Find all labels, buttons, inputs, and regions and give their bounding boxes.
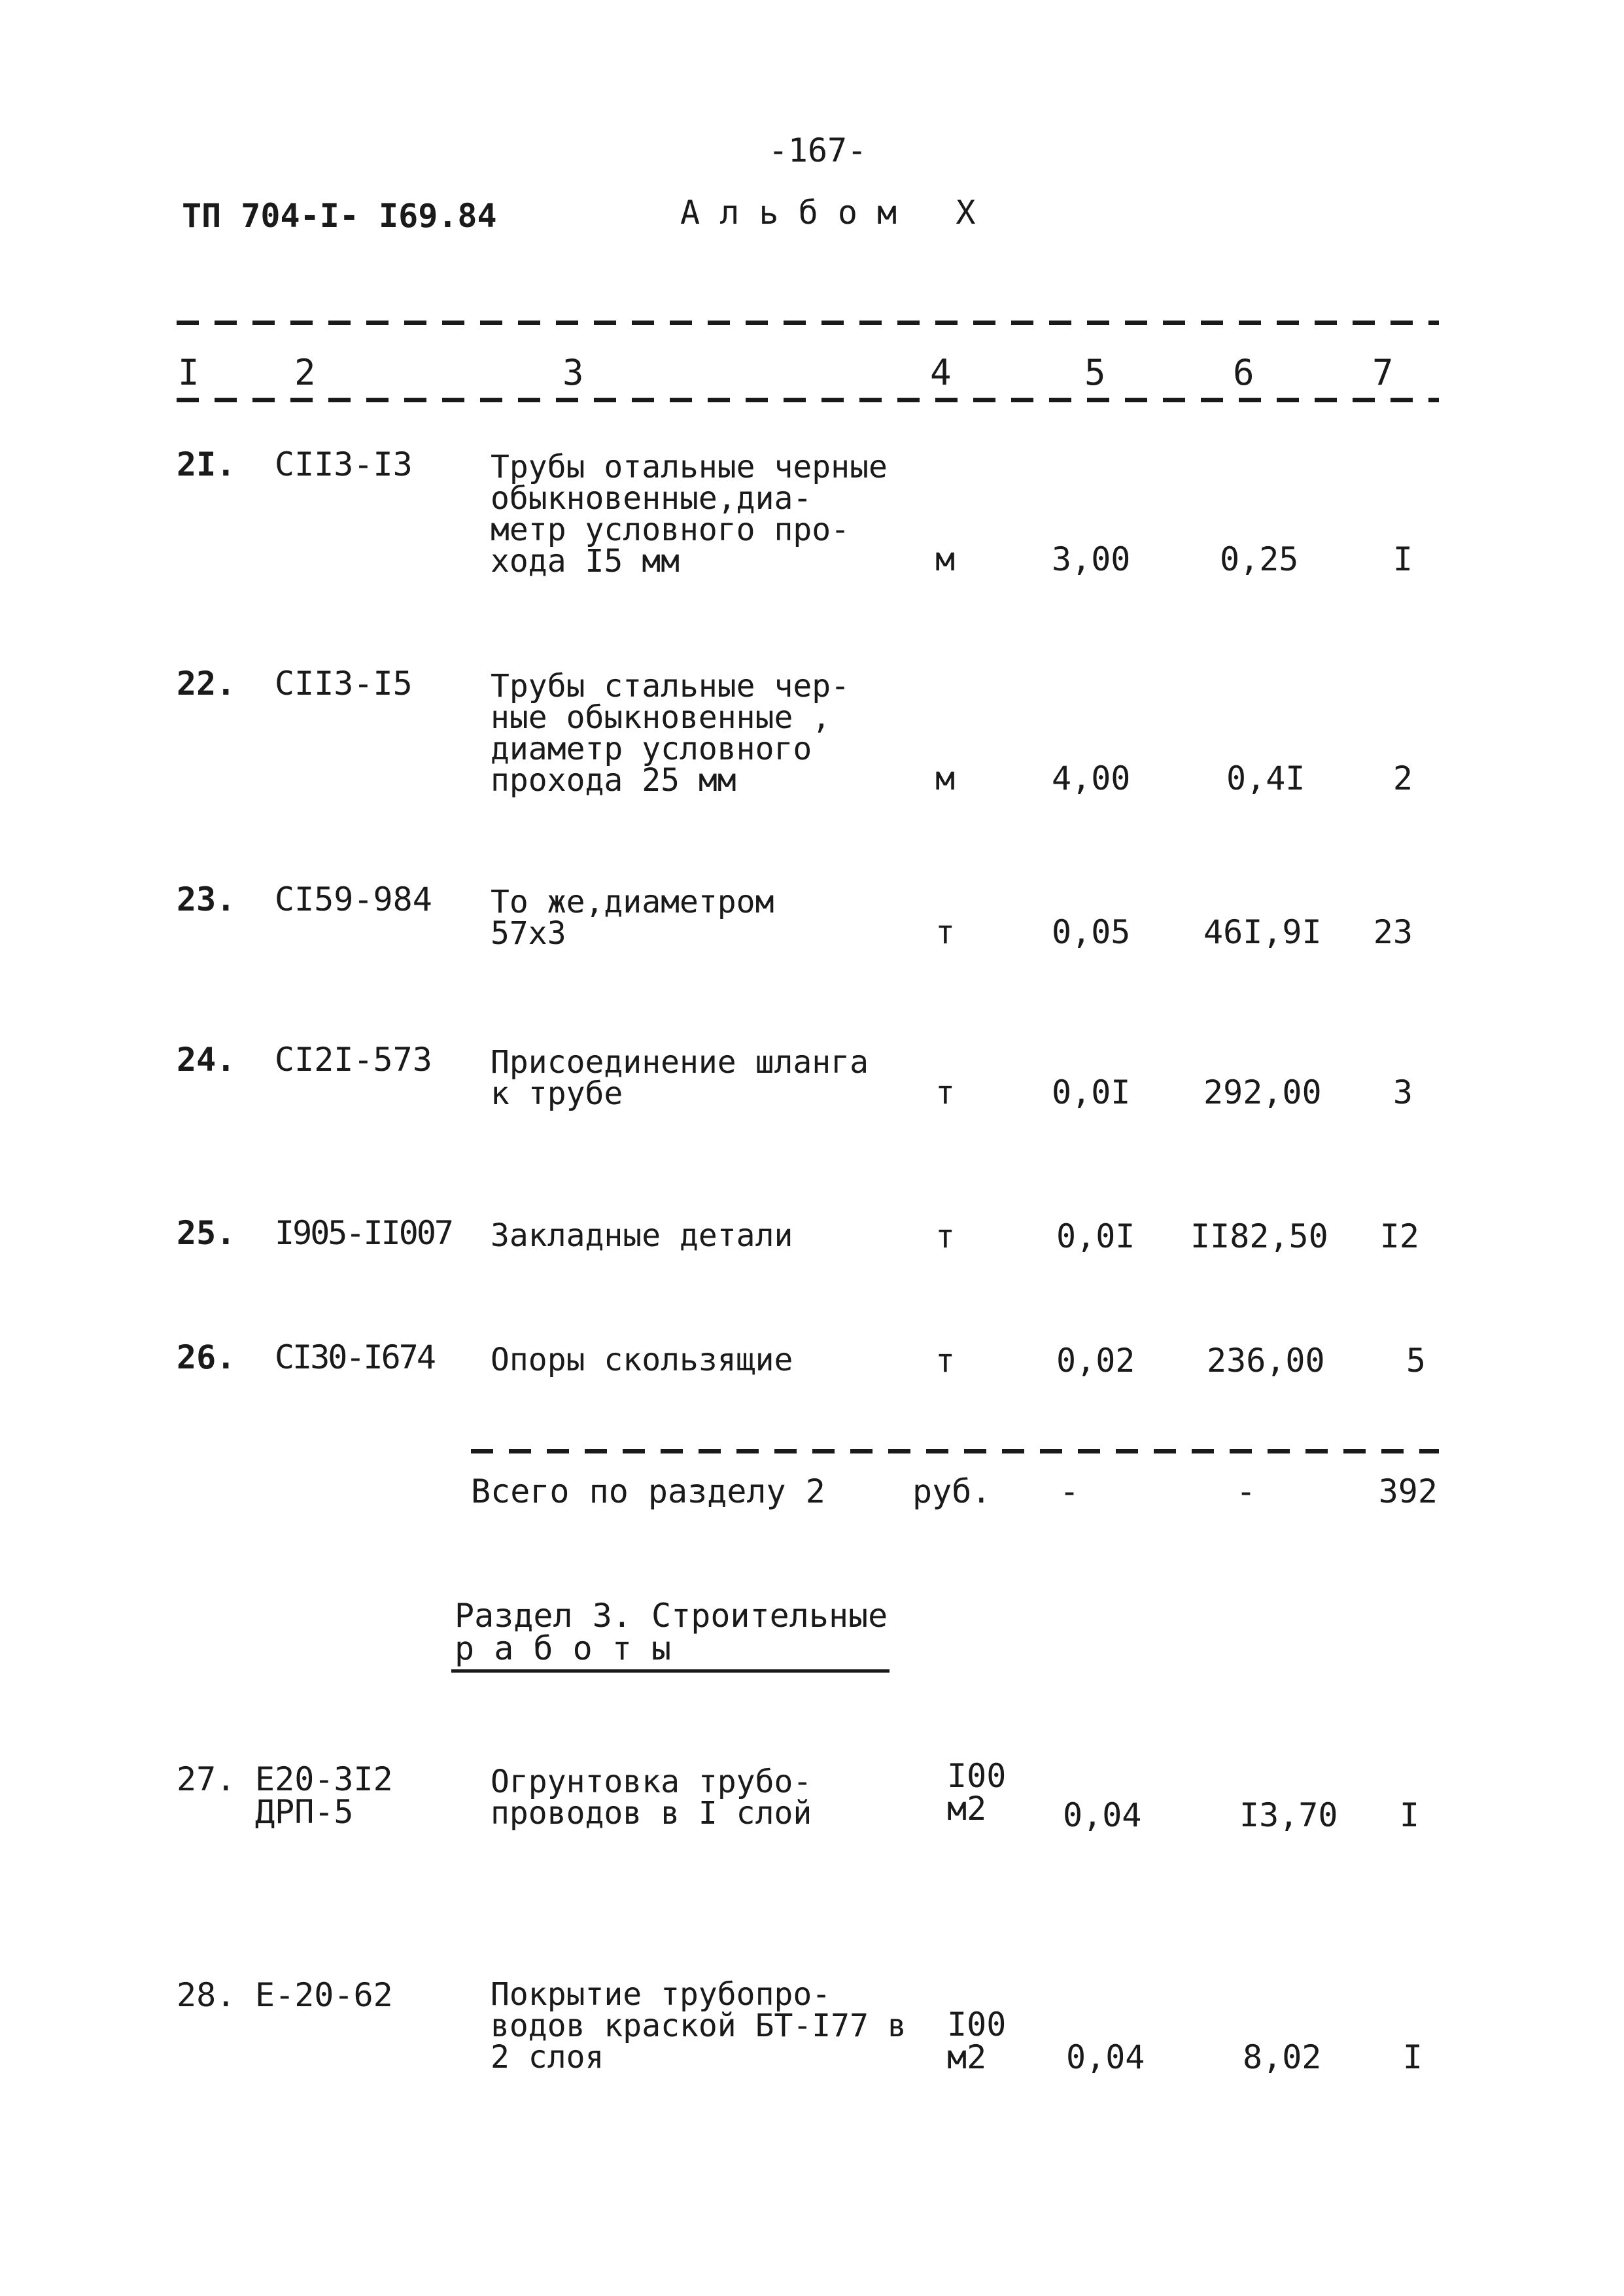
- row-21-unit: м: [935, 540, 956, 578]
- row-27-code: Е20-3I2 ДРП-5: [255, 1760, 393, 1831]
- header-rule-bottom: [177, 398, 1439, 402]
- row-27-number: 27.: [177, 1760, 236, 1798]
- row-28-code: Е-20-62: [255, 1976, 393, 2014]
- row-23-description: То же,диаметром 57х3: [491, 884, 774, 952]
- row-24-number: 24.: [177, 1041, 236, 1079]
- row-24-quantity: 0,0I: [1052, 1073, 1131, 1111]
- row-26-unit: т: [935, 1342, 956, 1380]
- row-27-unit: I00 м2: [947, 1757, 1007, 1828]
- row-22-price: 0,4I: [1226, 759, 1305, 797]
- row-26-price: 236,00: [1207, 1342, 1325, 1380]
- page-number: -167-: [768, 131, 867, 169]
- header-rule-top: [177, 321, 1439, 325]
- subtotal-total: 392: [1378, 1472, 1438, 1510]
- subtotal-rule: [471, 1449, 1439, 1453]
- row-23-quantity: 0,05: [1052, 913, 1131, 951]
- row-24-total: 3: [1392, 1073, 1413, 1111]
- row-21-description: Трубы отальные черные обыкновенные,диа- метр условного про- хода I5 мм: [491, 449, 888, 580]
- subtotal-label: Всего по разделу 2: [471, 1472, 825, 1510]
- row-21-number: 2I.: [177, 445, 236, 483]
- row-26-code: СI30-I674: [275, 1338, 434, 1376]
- row-24-unit: т: [935, 1073, 956, 1111]
- row-27-total: I: [1399, 1796, 1419, 1834]
- row-23-total: 23: [1373, 913, 1413, 951]
- row-28-price: 8,02: [1243, 2038, 1322, 2076]
- row-21-price: 0,25: [1220, 540, 1299, 578]
- row-26-quantity: 0,02: [1056, 1342, 1135, 1380]
- col-header-7: 7: [1372, 352, 1394, 393]
- col-header-1: I: [178, 352, 199, 393]
- col-header-5: 5: [1084, 352, 1106, 393]
- row-22-description: Трубы стальные чер- ные обыкновенные , диаметр условного прохода 25 мм: [491, 668, 850, 799]
- row-22-code: СII3-I5: [275, 665, 413, 703]
- section-3-subtitle: р а б о т ы: [455, 1629, 672, 1667]
- col-header-2: 2: [294, 352, 316, 393]
- row-23-price: 46I,9I: [1203, 913, 1322, 951]
- row-21-quantity: 3,00: [1052, 540, 1131, 578]
- row-25-unit: т: [935, 1217, 956, 1255]
- section-3-title: Раздел 3. Строительные: [455, 1597, 888, 1635]
- row-25-code: I905-II007: [275, 1214, 453, 1252]
- row-22-number: 22.: [177, 665, 236, 703]
- document-code: ТП 704-I- I69.84: [182, 197, 497, 235]
- row-25-price: II82,50: [1190, 1217, 1328, 1255]
- row-23-number: 23.: [177, 880, 236, 918]
- row-27-price: I3,70: [1239, 1796, 1338, 1834]
- row-28-number: 28.: [177, 1976, 236, 2014]
- row-21-code: СII3-I3: [275, 445, 413, 483]
- row-26-description: Опоры скользящие: [491, 1342, 793, 1378]
- row-22-total: 2: [1392, 759, 1413, 797]
- row-24-code: СI2I-573: [275, 1041, 432, 1079]
- row-25-description: Закладные детали: [491, 1217, 793, 1254]
- col-header-3: 3: [562, 352, 584, 393]
- row-24-description: Присоединение шланга к трубе: [491, 1044, 869, 1112]
- section-3-underline: [451, 1669, 890, 1673]
- subtotal-price: -: [1236, 1472, 1256, 1510]
- row-26-total: 5: [1406, 1342, 1426, 1380]
- row-26-number: 26.: [177, 1338, 236, 1376]
- row-25-quantity: 0,0I: [1056, 1217, 1135, 1255]
- row-28-unit: I00 м2: [947, 2006, 1007, 2076]
- row-22-quantity: 4,00: [1052, 759, 1131, 797]
- row-24-price: 292,00: [1203, 1073, 1322, 1111]
- album-label: А л ь б о м Х: [680, 194, 976, 232]
- row-28-total: I: [1402, 2038, 1423, 2076]
- subtotal-quantity: -: [1060, 1472, 1080, 1510]
- row-25-number: 25.: [177, 1214, 236, 1252]
- row-27-quantity: 0,04: [1063, 1796, 1142, 1834]
- subtotal-unit: руб.: [912, 1472, 992, 1510]
- row-28-quantity: 0,04: [1066, 2038, 1145, 2076]
- row-28-description: Покрытие трубопро- водов краской БТ-I77 в 2 слоя: [491, 1976, 907, 2076]
- row-23-unit: т: [935, 913, 956, 951]
- row-22-unit: м: [935, 759, 956, 797]
- row-23-code: СI59-984: [275, 880, 432, 918]
- row-21-total: I: [1392, 540, 1413, 578]
- row-27-description: Огрунтовка трубо- проводов в I слой: [491, 1764, 812, 1832]
- row-25-total: I2: [1379, 1217, 1419, 1255]
- col-header-6: 6: [1233, 352, 1254, 393]
- col-header-4: 4: [930, 352, 952, 393]
